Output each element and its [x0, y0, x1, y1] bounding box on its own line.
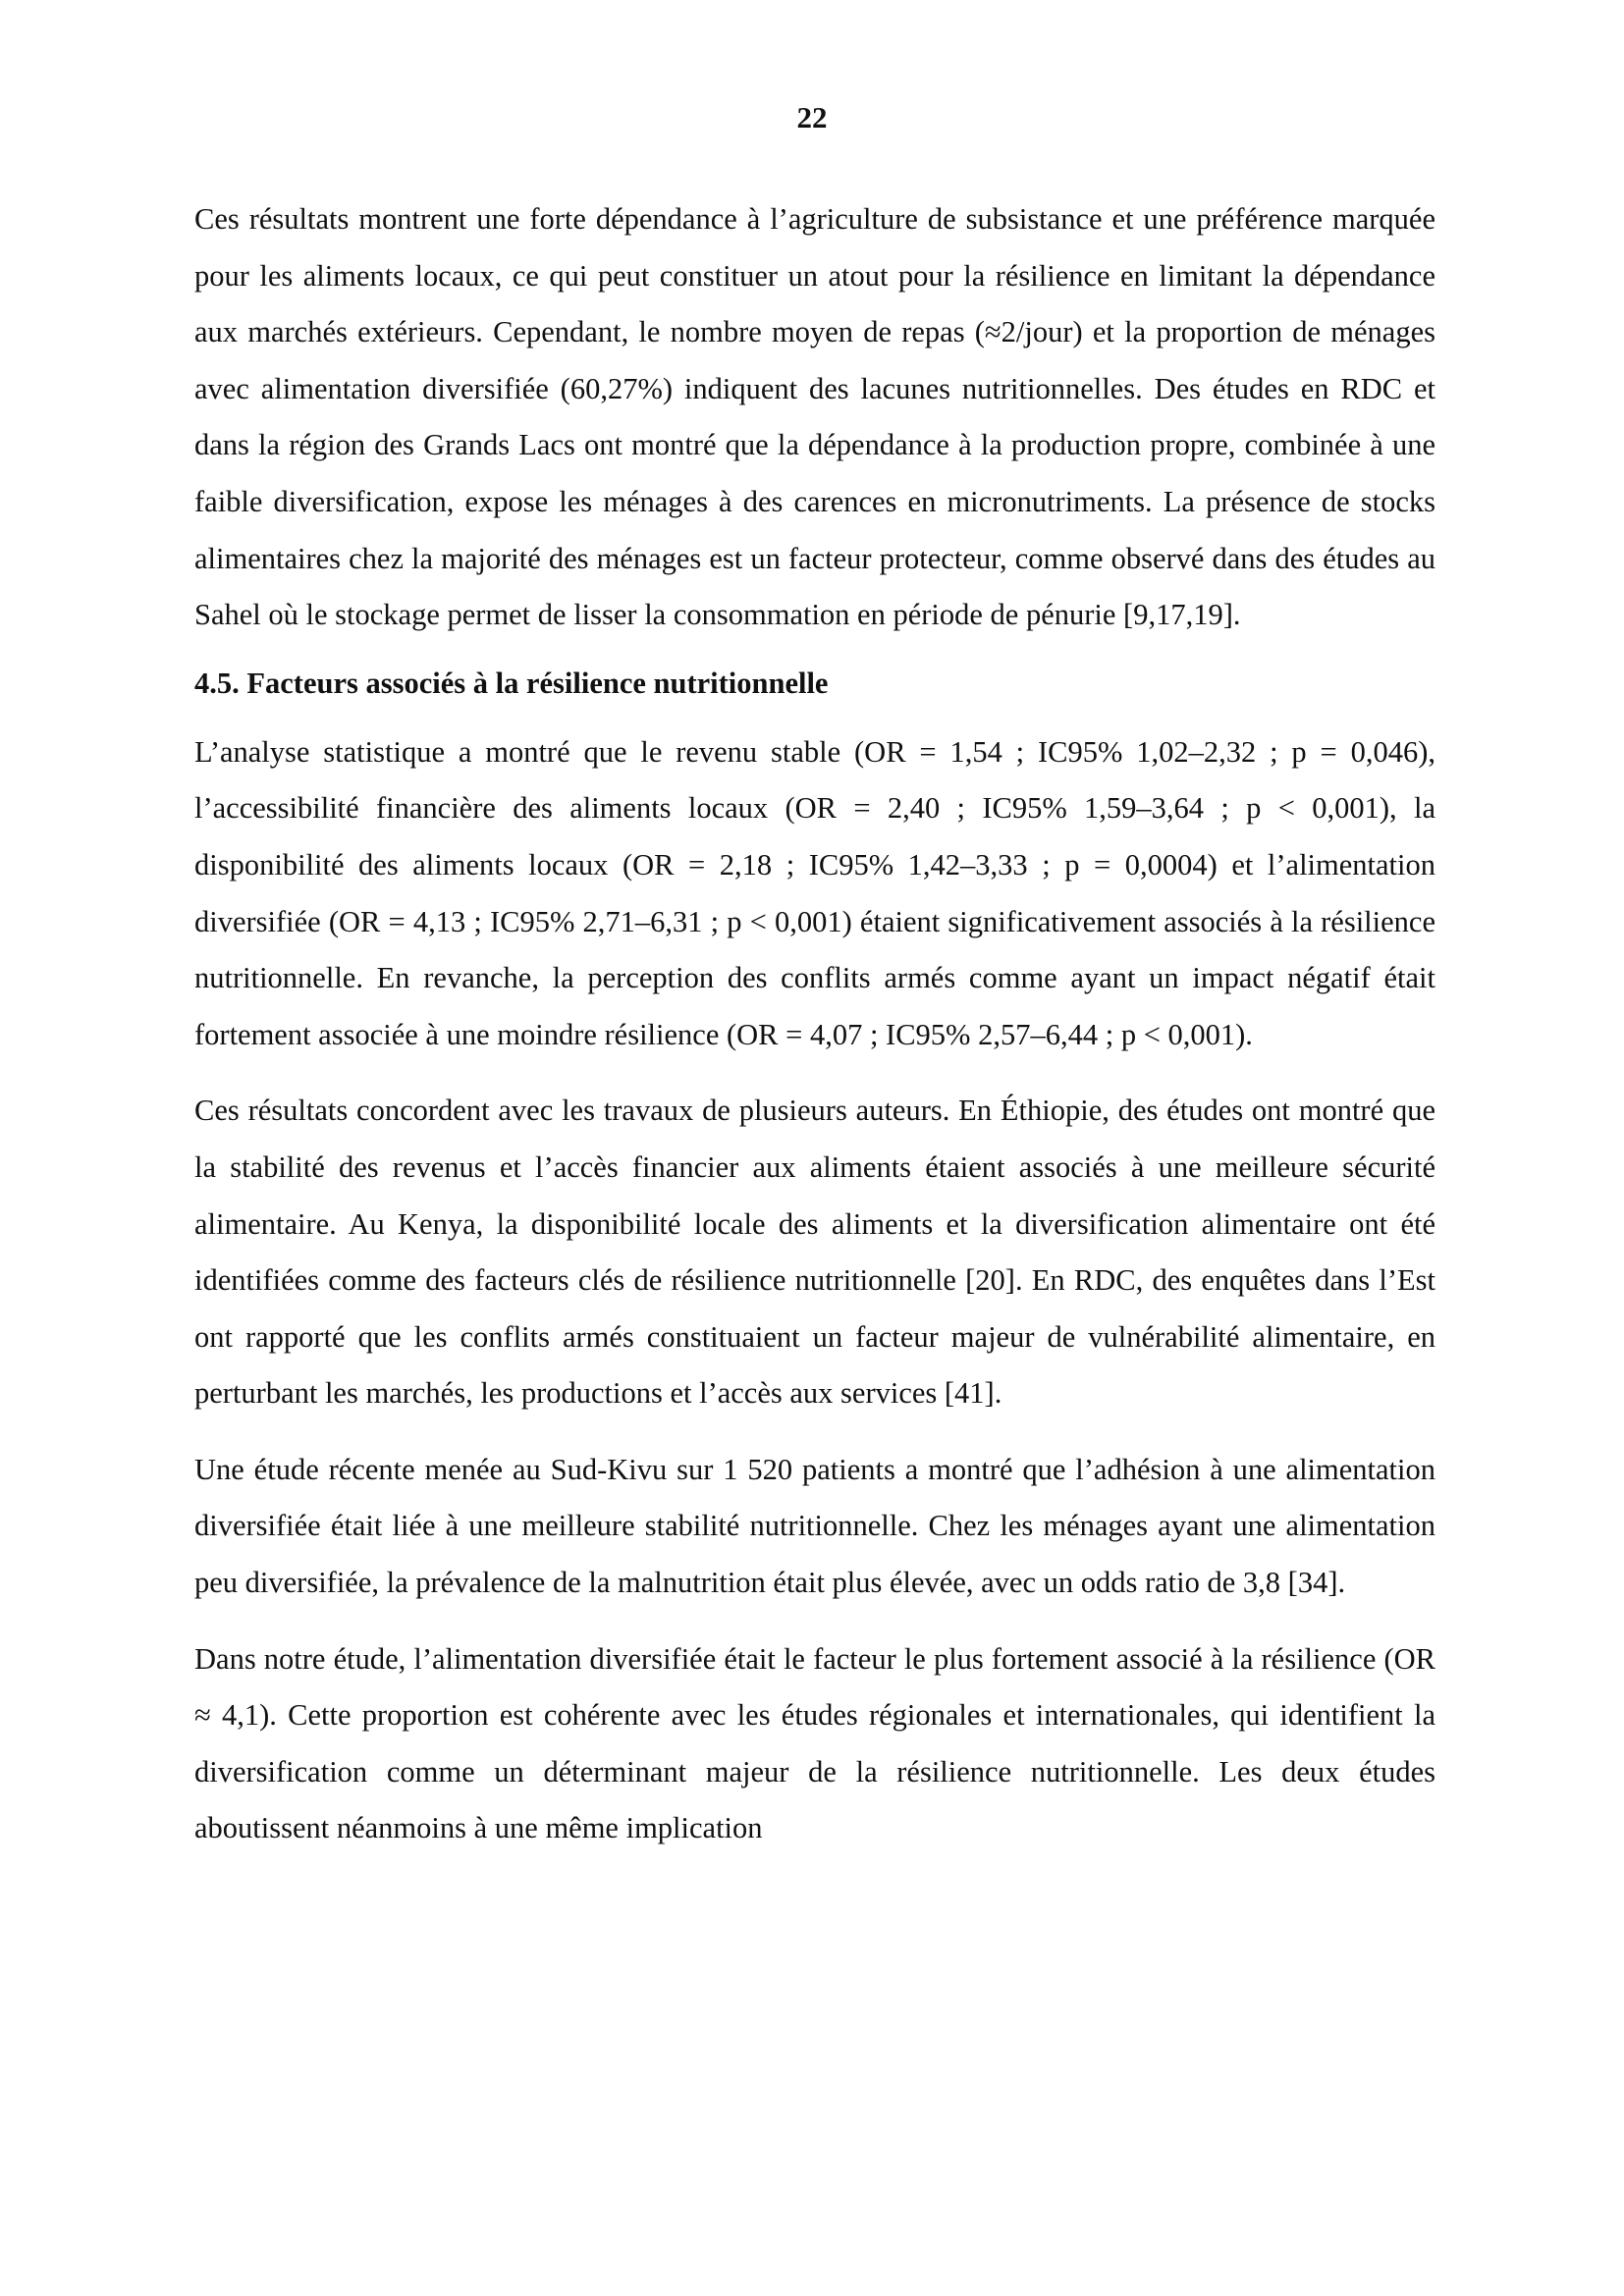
paragraph-results-dependence: Ces résultats montrent une forte dépendance à l’agriculture de subsistance et une préférence marquée pour les aliments locaux, ce qui peut constituer un atout pour la résilience en limitant la dépendance aux marchés extérieurs. Cependant, le nombre moyen de repas (≈2/jour) et la proportion de ménages avec alimentation diversifiée (60,27%) indiquent des lacunes nutritionnelles. Des études en RDC et dans la région des Grands Lacs ont montré que la dépendance à la production propre, combinée à une faible diversification, expose les ménages à des carences en micronutriments. La présence de stocks alimentaires chez la majorité des ménages est un facteur protecteur, comme observé dans des études au Sahel où le stockage permet de lisser la consommation en période de pénurie [9,17,19].: [194, 202, 1435, 632]
paragraph-statistical-analysis: L’analyse statistique a montré que le revenu stable (OR = 1,54 ; IC95% 1,02–2,32 ; p = 0,046), l’accessibilité financière des aliments locaux (OR = 2,40 ; IC95% 1,59–3,64 ; p < 0,001), la disponibilité des aliments locaux (OR = 2,18 ; IC95% 1,42–3,33 ; p = 0,0004) et l’alimentation diversifiée (OR = 4,13 ; IC95% 2,71–6,31 ; p < 0,001) étaient significativement associés à la résilience nutritionnelle. En revanche, la perception des conflits armés comme ayant un impact négatif était fortement associée à une moindre résilience (OR = 4,07 ; IC95% 2,57–6,44 ; p < 0,001).: [194, 734, 1435, 1051]
page-body: [194, 191, 1435, 1857]
paragraph-sud-kivu-study: Une étude récente menée au Sud-Kivu sur 1 520 patients a montré que l’adhésion à une alimentation diversifiée était liée à une meilleure stabilité nutritionnelle. Chez les ménages ayant une alimentation peu diversifiée, la prévalence de la malnutrition était plus élevée, avec un odds ratio de 3,8 [34].: [194, 1452, 1435, 1600]
paragraph-literature-comparison: Ces résultats concordent avec les travaux de plusieurs auteurs. En Éthiopie, des études ont montré que la stabilité des revenus et l’accès financier aux aliments étaient associés à une meilleure sécurité alimentaire. Au Kenya, la disponibilité locale des aliments et la diversification alimentaire ont été identifiées comme des facteurs clés de résilience nutritionnelle [20]. En RDC, des enquêtes dans l’Est ont rapporté que les conflits armés constituaient un facteur majeur de vulnérabilité alimentaire, en perturbant les marchés, les productions et l’accès aux services [41].: [194, 1094, 1435, 1411]
section-heading-4-5: 4.5. Facteurs associés à la résilience nutritionnelle: [194, 666, 829, 700]
page-number: 22: [796, 100, 828, 134]
paragraph-our-study: Dans notre étude, l’alimentation diversifiée était le facteur le plus fortement associé à la résilience (OR ≈ 4,1). Cette proportion est cohérente avec les études régionales et internationales, qui identifient la diversification comme un déterminant majeur de la résilience nutritionnelle. Les deux études aboutissent néanmoins à une même implication: [194, 1641, 1435, 1845]
